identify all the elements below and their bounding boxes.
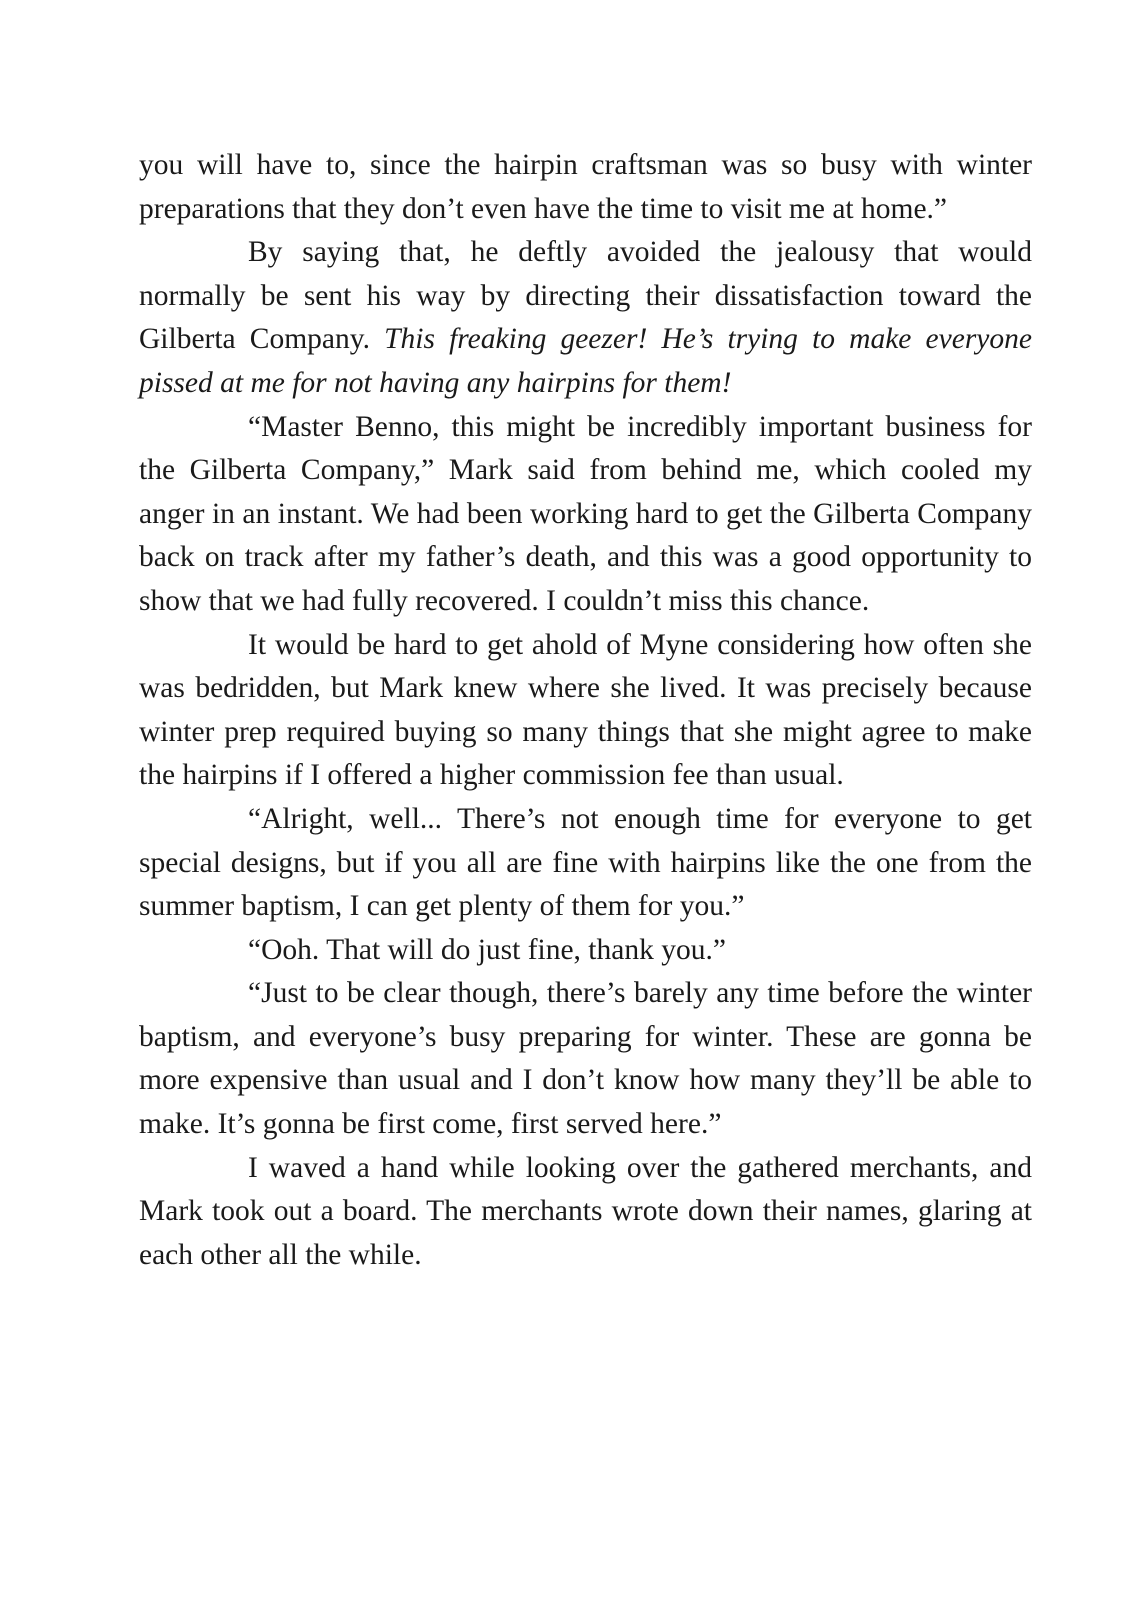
text-run: By saying that, he deftly avoided the jealousy that would normally be sent his way by directing their dissatisfaction toward the Gilberta Company. — [139, 236, 1032, 356]
paragraph — [139, 624, 1032, 798]
body-text — [139, 144, 1032, 1277]
text-run: “Ooh. That will do just fine, thank you.” — [248, 933, 726, 966]
italic-thought: This freaking geezer! He’s trying to make everyone pissed at me for not having any hairpins for them! — [139, 323, 1032, 399]
paragraph — [139, 972, 1032, 1146]
text-run: “Master Benno, this might be incredibly important business for the Gilberta Company,” Mark said from behind me, which cooled my anger in an instant. We had been working hard to get the Gilberta Company back on track after my father’s death, and this was a good opportunity to show that we had fully recovered. I couldn’t miss this chance. — [139, 410, 1032, 617]
paragraph — [139, 144, 1032, 231]
paragraph — [139, 406, 1032, 624]
text-run: “Just to be clear though, there’s barely any time before the winter baptism, and everyone’s busy preparing for winter. These are gonna be more expensive than usual and I don’t know how many they’ll be able to make. It’s gonna be first come, first served here.” — [139, 977, 1032, 1141]
paragraph — [139, 798, 1032, 929]
paragraph — [139, 929, 1032, 973]
text-run: It would be hard to get ahold of Myne considering how often she was bedridden, but Mark knew where she lived. It was precisely because winter prep required buying so many things that she might agree to make the hairpins if I offered a higher commission fee than usual. — [139, 628, 1032, 792]
text-run: “Alright, well... There’s not enough time for everyone to get special designs, but if you all are fine with hairpins like the one from the summer baptism, I can get plenty of them for you.” — [139, 802, 1032, 923]
text-run: I waved a hand while looking over the gathered merchants, and Mark took out a board. The merchants wrote down their names, glaring at each other all the while. — [139, 1151, 1032, 1271]
text-run: you will have to, since the hairpin craftsman was so busy with winter preparations that they don’t even have the time to visit me at home.” — [139, 149, 1032, 225]
paragraph — [139, 231, 1032, 405]
paragraph — [139, 1147, 1032, 1278]
